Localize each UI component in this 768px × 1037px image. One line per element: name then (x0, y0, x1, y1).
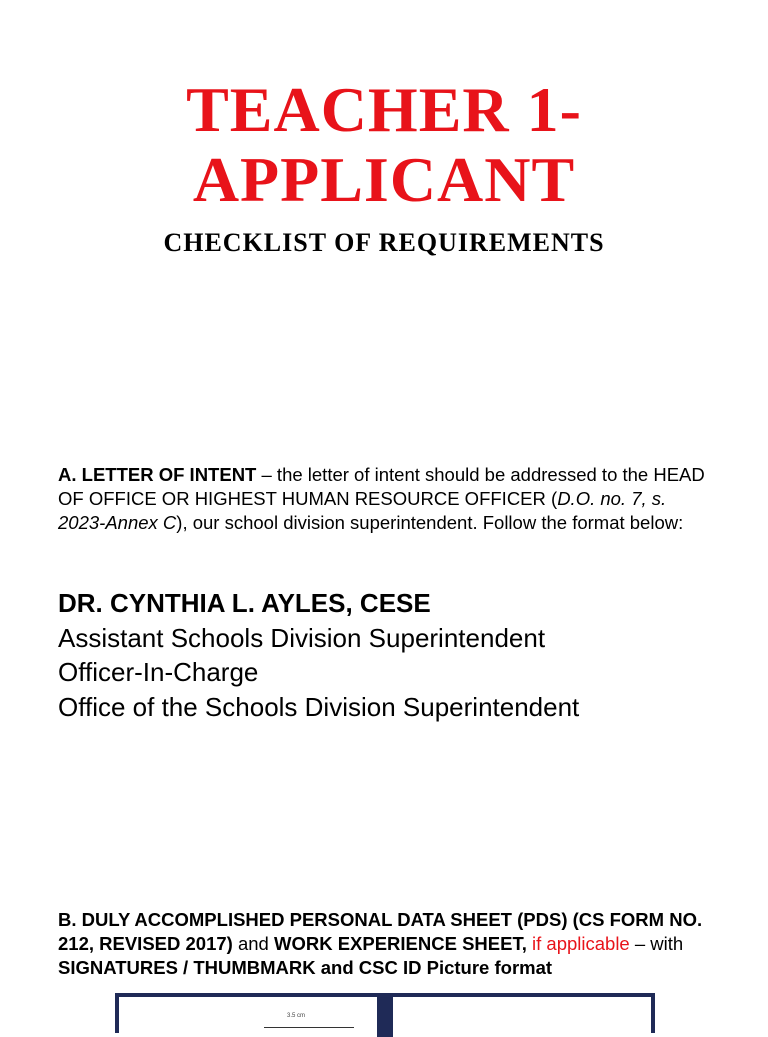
section-a-text-1: – the letter of intent should be addressed to the HEAD OF OFFICE OR HIGHEST HUMAN RESOURCE OFFICER ( (58, 464, 705, 509)
address-line-3: Office of the Schools Division Superintendent (58, 692, 580, 722)
photo-divider (377, 997, 393, 1037)
section-b-dash: – with (629, 933, 684, 954)
section-b-and: and (232, 933, 274, 954)
addressee-name: DR. CYNTHIA L. AYLES, CESE (58, 588, 431, 618)
page-title-line-2: APPLICANT (192, 144, 576, 215)
page-subtitle: CHECKLIST OF REQUIREMENTS (163, 228, 605, 257)
section-b-personal-data-sheet (58, 908, 718, 980)
section-a-letter-of-intent (58, 463, 718, 535)
section-a-text-2: ), our school division superintendent. Follow the format below: (176, 512, 684, 533)
address-name (58, 586, 738, 620)
section-b-tail: SIGNATURES / THUMBMARK and CSC ID Picture format (58, 957, 553, 978)
address-line-2: Officer-In-Charge (58, 657, 259, 687)
section-b-conditional: if applicable (526, 933, 630, 954)
section-a-reference: D.O. no. 7, s. 2023-Annex C (58, 488, 667, 533)
dimension-arrow-line (264, 1027, 354, 1028)
address-line-1: Assistant Schools Division Superintendent (58, 623, 546, 653)
photo-dimension-label: 3.5 cm (287, 1013, 306, 1019)
section-b-work-experience: WORK EXPERIENCE SHEET, (273, 933, 527, 954)
section-b-heading: B. DULY ACCOMPLISHED PERSONAL DATA SHEET (PDS) (CS FORM NO. 212, REVISED 2017) (58, 909, 703, 954)
page-title-line-1: TEACHER 1- (186, 74, 582, 145)
section-a-heading: A. LETTER OF INTENT (58, 464, 257, 485)
id-picture-format-image (115, 993, 655, 1033)
